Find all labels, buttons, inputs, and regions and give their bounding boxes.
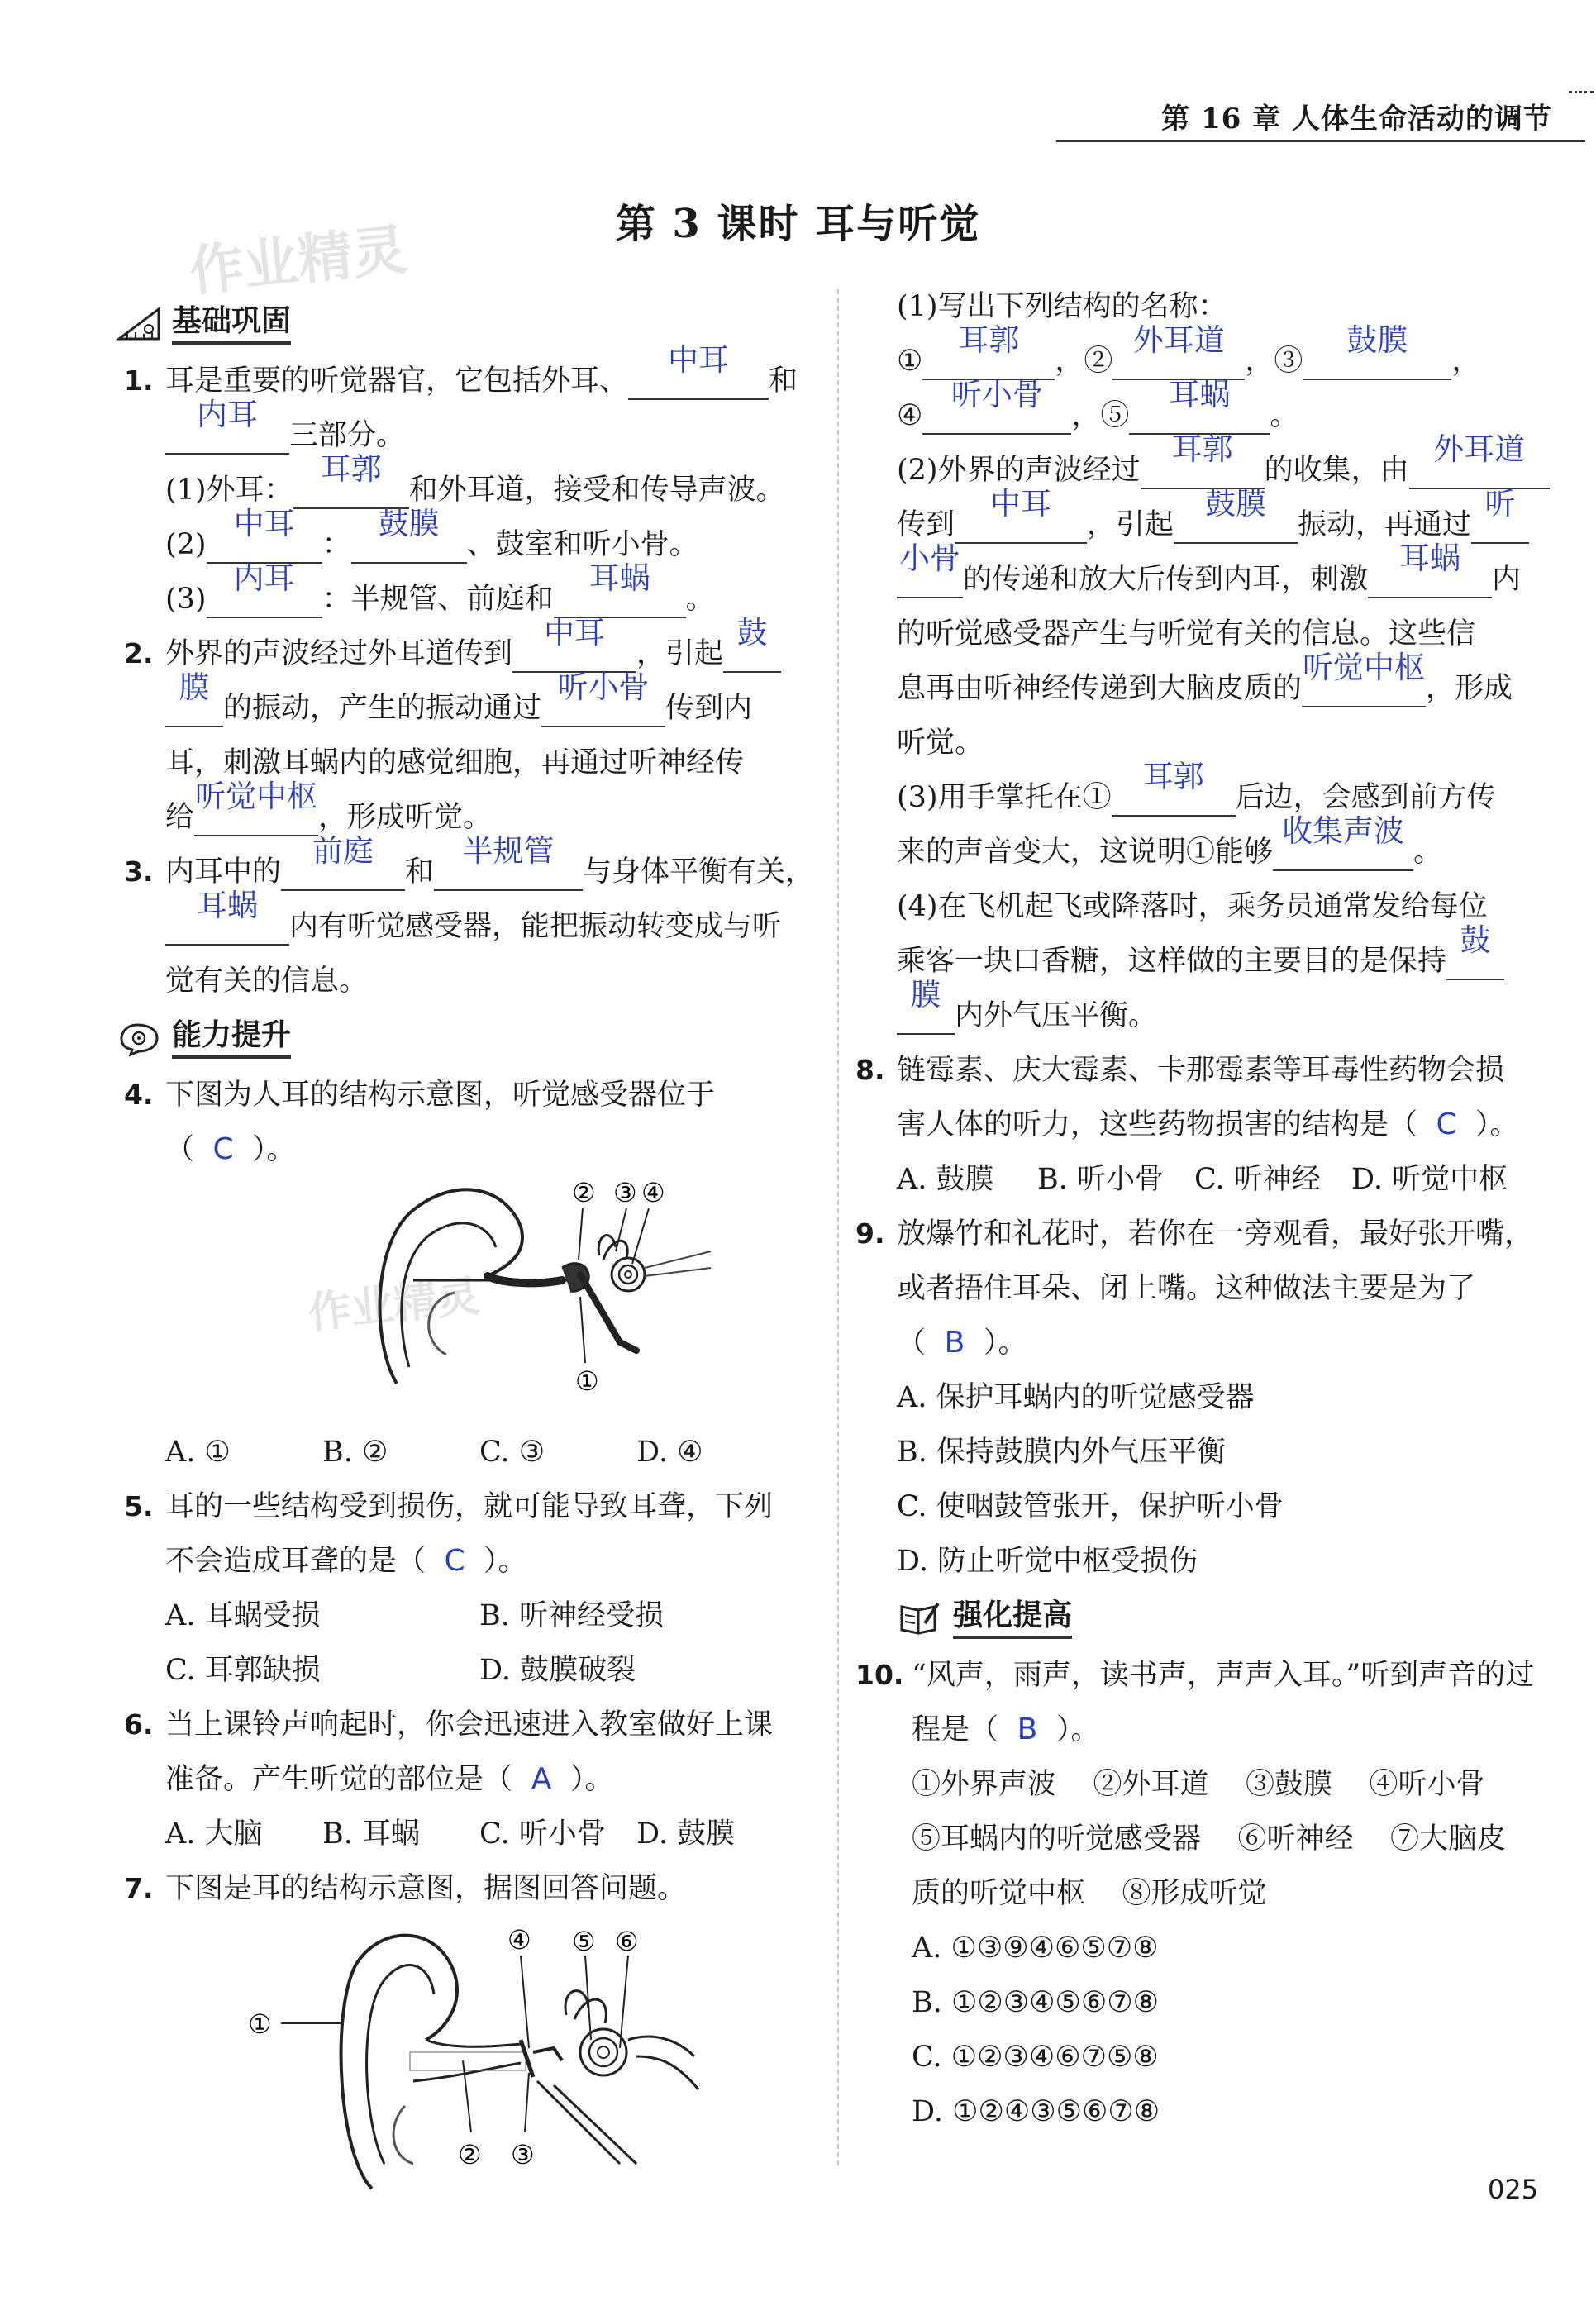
- q1-text: 和: [769, 364, 798, 398]
- question-number: 1.: [124, 364, 154, 397]
- answer-blank[interactable]: [207, 560, 322, 618]
- header-dots: [1569, 91, 1594, 93]
- q3-text: 和: [405, 855, 435, 888]
- lesson-title: 第 3 课时 耳与听觉: [615, 201, 981, 247]
- q7-text: 下图是耳的结构示意图，据图回答问题。: [165, 1872, 687, 1905]
- option-c[interactable]: C. ①②③④⑥⑦⑤⑧: [912, 2041, 1159, 2074]
- option-a[interactable]: A. ①③⑨④⑥⑤⑦⑧: [912, 1932, 1159, 1965]
- q8-text: ）。: [1475, 1108, 1519, 1141]
- header-rule: [1056, 140, 1585, 142]
- q7-text: 来的声音变大，这说明①能够: [897, 836, 1274, 869]
- q10-items: 质的听觉中枢 ⑧形成听觉: [912, 1877, 1267, 1910]
- answer-text: 耳郭: [320, 451, 382, 487]
- answer-text: 耳郭: [958, 322, 1020, 358]
- q1-sub-text: (3): [165, 583, 207, 616]
- question-number: 9.: [855, 1217, 885, 1250]
- ear-figure-2-wrap: [165, 1916, 828, 2205]
- q7-label: ，: [1451, 345, 1481, 378]
- q3-text: 内有听觉感受器，能把振动转变成与听: [289, 910, 782, 943]
- q7-text: 的传递和放大后传到内耳，刺激: [963, 563, 1369, 596]
- q7-text: 的收集，由: [1264, 454, 1409, 487]
- answer-text: 前庭: [312, 833, 374, 869]
- question-2: [116, 615, 828, 845]
- option-d[interactable]: D. ④: [636, 1436, 703, 1469]
- q2-text: ，引起: [636, 637, 724, 670]
- question-number: 2.: [124, 637, 154, 669]
- answer-text: 外耳道: [1433, 431, 1526, 467]
- q2-text: 耳，刺激耳蜗内的感觉细胞，再通过听神经传: [165, 746, 745, 779]
- answer-blank[interactable]: [955, 486, 1087, 544]
- q10-text: “风声，雨声，读书声，声声入耳。”听到声音的过: [912, 1659, 1535, 1692]
- q7-part1-text: (1)写出下列结构的名称：: [897, 290, 1227, 323]
- q7-text: 息再由听神经传递到大脑皮质的: [897, 672, 1303, 705]
- column-divider: [837, 289, 839, 2165]
- q1-sub-text: 。: [685, 583, 715, 616]
- option-c[interactable]: C. 使咽鼓管张开，保护听小骨: [897, 1490, 1284, 1523]
- section-advanced-label: 强化提高: [953, 1598, 1072, 1639]
- option-a[interactable]: A. 鼓膜: [897, 1163, 994, 1196]
- option-c[interactable]: C. 听小骨: [479, 1817, 606, 1851]
- q7-text: 内外气压平衡。: [955, 999, 1158, 1032]
- answer-text: 耳郭: [1142, 759, 1204, 794]
- question-number: 6.: [124, 1708, 154, 1741]
- answer-blank[interactable]: [628, 342, 769, 400]
- section-advanced: [897, 1589, 1558, 1648]
- options-row: [165, 1807, 828, 1861]
- q2-text: 给: [165, 801, 195, 834]
- chapter-header: [1056, 93, 1585, 142]
- q6-text: 准备。产生听觉的部位是（: [165, 1763, 513, 1796]
- answer-text: 中耳: [233, 506, 295, 541]
- q1-sub-text: 、鼓室和听小骨。: [466, 528, 698, 561]
- q7-text: (4)在飞机起飞或降落时，乘务员通常发给每位: [897, 890, 1488, 923]
- answer-text: 鼓: [1460, 922, 1491, 958]
- fig1-label-1: ①: [575, 1365, 599, 1397]
- option-a[interactable]: A. 耳蜗受损: [165, 1599, 321, 1632]
- option-c[interactable]: C. 耳郭缺损: [165, 1654, 321, 1687]
- option-d[interactable]: D. 鼓膜破裂: [479, 1654, 636, 1687]
- answer-blank[interactable]: [1303, 322, 1451, 380]
- answer-text: 耳蜗: [1169, 377, 1231, 412]
- q1-sub-text: (1)外耳：: [165, 474, 293, 507]
- answer-text: 听小骨: [557, 669, 650, 705]
- q1-sub-text: ：半规管、前庭和: [322, 583, 554, 616]
- option-d[interactable]: D. ①②④③⑤⑥⑦⑧: [912, 2095, 1160, 2128]
- answer-text: 收集声波: [1282, 813, 1405, 849]
- page-number: 025: [1488, 2174, 1539, 2205]
- q8-text: 链霉素、庆大霉素、卡那霉素等耳毒性药物会损: [897, 1054, 1505, 1087]
- answer-text: 鼓: [736, 615, 768, 650]
- answer-text: 内耳: [197, 397, 258, 432]
- q2-text: 传到内: [665, 692, 753, 725]
- options-row: [897, 1152, 1558, 1207]
- answer-blank[interactable]: [897, 977, 955, 1035]
- question-number: 3.: [124, 855, 154, 888]
- q7-text: 振动，再通过: [1298, 508, 1472, 541]
- option-a[interactable]: A. 保护耳蜗内的听觉感受器: [897, 1381, 1255, 1414]
- option-c[interactable]: C. 听神经: [1194, 1163, 1321, 1196]
- fig2-label-1: ①: [248, 2008, 272, 2040]
- answer-blank[interactable]: [1446, 922, 1504, 980]
- q4-text: 下图为人耳的结构示意图，听觉感受器位于: [165, 1079, 716, 1112]
- answer-blank[interactable]: [541, 669, 665, 727]
- q10-items: ①外界声波 ②外耳道 ③鼓膜 ④听小骨: [912, 1768, 1485, 1801]
- watermark-top: 作业精灵: [186, 217, 410, 304]
- answer-choice[interactable]: A: [531, 1762, 552, 1796]
- answer-blank[interactable]: [165, 669, 223, 727]
- q1-text: 耳是重要的听觉器官，它包括外耳、: [165, 364, 629, 398]
- q7-text: 乘客一块口香糖，这样做的主要目的是保持: [897, 945, 1447, 978]
- option-b[interactable]: B. 保持鼓膜内外气压平衡: [897, 1436, 1226, 1469]
- question-5: [116, 1479, 828, 1698]
- chapter-title: 第 16 章 人体生命活动的调节: [1161, 102, 1552, 136]
- options-row: [165, 1643, 828, 1698]
- option-b[interactable]: B. 听小骨: [1037, 1163, 1164, 1196]
- option-d[interactable]: D. 听觉中枢: [1351, 1163, 1508, 1196]
- paren: ）。: [252, 1133, 296, 1166]
- q9-text: 放爆竹和礼花时，若你在一旁观看，最好张开嘴，: [897, 1217, 1534, 1251]
- brain-gear-icon: [116, 1018, 165, 1058]
- paren: ）。: [984, 1327, 1027, 1360]
- q7-label: ，⑤: [1071, 399, 1130, 432]
- answer-text: 半规管: [462, 833, 555, 869]
- q7-text: 传到: [897, 508, 955, 541]
- fig1-label-2: ②: [572, 1177, 596, 1208]
- q7-text: 后边，会感到前方传: [1235, 781, 1496, 814]
- q1-text: 三部分。: [289, 419, 406, 452]
- q7-text: ，形成: [1426, 672, 1513, 705]
- answer-text: 中耳: [990, 486, 1052, 522]
- q2-text: ，形成听觉。: [318, 801, 493, 834]
- q2-text: 的振动，产生的振动通过: [223, 692, 542, 725]
- option-a[interactable]: A. 大脑: [165, 1817, 263, 1851]
- question-3: [116, 833, 828, 1008]
- fig2-label-4: ④: [507, 1924, 531, 1956]
- q6-text: 当上课铃声响起时，你会迅速进入教室做好上课: [165, 1708, 774, 1741]
- option-b[interactable]: B. 耳蜗: [322, 1817, 420, 1851]
- question-8: [847, 1043, 1558, 1207]
- answer-text: 鼓膜: [1205, 486, 1267, 522]
- option-b[interactable]: B. 听神经受损: [479, 1599, 664, 1632]
- answer-text: 鼓膜: [1346, 322, 1408, 358]
- answer-blank[interactable]: [1368, 541, 1492, 598]
- answer-choice[interactable]: B: [1017, 1713, 1038, 1746]
- q1-sub-text: ：: [322, 528, 351, 561]
- option-c[interactable]: C. ③: [479, 1436, 545, 1469]
- q6-text: ）。: [570, 1763, 614, 1796]
- question-number: 8.: [855, 1054, 885, 1086]
- options-row: [165, 1425, 828, 1479]
- question-9: [847, 1207, 1558, 1589]
- section-basic-label: 基础巩固: [172, 303, 291, 345]
- answer-text: 小骨: [899, 541, 960, 576]
- answer-text: 耳蜗: [197, 888, 258, 923]
- answer-text: 外耳道: [1132, 322, 1225, 358]
- fig2-label-5: ⑤: [572, 1926, 596, 1957]
- option-d[interactable]: D. 防止听觉中枢受损伤: [897, 1545, 1198, 1578]
- question-number: 10.: [855, 1659, 904, 1691]
- answer-text: 膜: [910, 977, 941, 1012]
- options-row: [165, 1589, 828, 1643]
- q7-text: (3)用手掌托在①: [897, 781, 1112, 814]
- q3-text: 觉有关的信息。: [165, 965, 369, 998]
- q5-text: ）。: [484, 1545, 527, 1578]
- q7-text: 听觉。: [897, 727, 984, 760]
- question-number: 7.: [124, 1872, 154, 1904]
- q7-text: ，引起: [1087, 508, 1174, 541]
- q7-text: 。: [1413, 836, 1443, 869]
- answer-choice[interactable]: B: [944, 1326, 965, 1360]
- option-b[interactable]: B. ①②③④⑤⑥⑦⑧: [912, 1986, 1159, 2019]
- option-d[interactable]: D. 鼓膜: [636, 1817, 736, 1851]
- answer-blank[interactable]: [1174, 486, 1298, 544]
- question-number: 5.: [124, 1490, 154, 1522]
- answer-blank[interactable]: [922, 377, 1071, 435]
- fig1-label-4: ④: [641, 1177, 665, 1208]
- q3-text: 内耳中的: [165, 855, 282, 888]
- q2-text: 外界的声波经过外耳道传到: [165, 637, 513, 670]
- question-7-parts: [897, 279, 1558, 1043]
- paren: （: [897, 1327, 927, 1360]
- fig2-label-6: ⑥: [615, 1926, 639, 1957]
- ruler-triangle-icon: [116, 304, 165, 344]
- q7-label: ，③: [1245, 345, 1303, 378]
- q10-text: ）。: [1056, 1713, 1100, 1746]
- question-number: 4.: [124, 1079, 154, 1111]
- ear-diagram-1: [364, 1177, 719, 1417]
- q5-text: 不会造成耳聋的是（: [165, 1545, 426, 1578]
- answer-text: 听小骨: [950, 377, 1043, 412]
- q7-label: ，②: [1055, 345, 1113, 378]
- answer-text: 中耳: [668, 342, 730, 378]
- answer-blank[interactable]: [434, 833, 583, 891]
- option-b[interactable]: B. ②: [322, 1436, 388, 1469]
- left-column: [116, 294, 828, 2205]
- right-column: [855, 279, 1558, 2139]
- answer-blank[interactable]: [1273, 813, 1413, 871]
- answer-text: 听觉中枢: [1303, 650, 1426, 685]
- q8-text: 害人体的听力，这些药物损害的结构是（: [897, 1108, 1418, 1141]
- answer-blank[interactable]: [897, 541, 963, 598]
- question-1: [116, 342, 828, 626]
- q1-sub-text: 和外耳道，接受和传导声波。: [408, 474, 785, 507]
- ear-figure-1-wrap: [165, 1177, 828, 1425]
- section-ability-label: 能力提升: [172, 1017, 291, 1059]
- answer-blank[interactable]: [351, 506, 467, 564]
- q7-text: 的听觉感受器产生与听觉有关的信息。这些信: [897, 617, 1476, 650]
- paren: （: [165, 1133, 195, 1166]
- answer-choice[interactable]: C: [1436, 1108, 1457, 1141]
- answer-text: 鼓膜: [378, 506, 440, 541]
- q9-text: 或者捂住耳朵、闭上嘴。这种做法主要是为了: [897, 1272, 1476, 1305]
- answer-text: 内耳: [233, 560, 295, 596]
- watermark-figure: 作业精灵: [306, 1271, 483, 1339]
- q7-label: ④: [897, 399, 923, 432]
- fig1-label-3: ③: [613, 1177, 637, 1208]
- q5-text: 耳的一些结构受到损伤，就可能导致耳聋，下列: [165, 1490, 774, 1523]
- answer-text: 听觉中枢: [195, 779, 318, 814]
- answer-blank[interactable]: [1302, 650, 1426, 707]
- answer-blank[interactable]: [165, 397, 289, 455]
- answer-blank[interactable]: [281, 833, 405, 891]
- answer-text: 中耳: [544, 615, 606, 650]
- question-7: [116, 1861, 828, 2205]
- section-ability: [116, 1008, 828, 1068]
- answer-blank[interactable]: [165, 888, 289, 946]
- book-pencil-icon: [897, 1598, 946, 1638]
- answer-choice[interactable]: C: [444, 1544, 465, 1578]
- q7-text: (2)外界的声波经过: [897, 454, 1141, 487]
- option-a[interactable]: A. ①: [165, 1436, 231, 1469]
- question-4: [116, 1068, 828, 1479]
- q7-text: 内: [1492, 563, 1522, 596]
- answer-text: 耳郭: [1171, 431, 1233, 467]
- q7-label: ①: [897, 345, 923, 378]
- answer-text: 膜: [179, 669, 210, 705]
- answer-blank[interactable]: [723, 615, 781, 673]
- q3-text: 与身体平衡有关，: [583, 855, 815, 888]
- ear-diagram-2: [248, 1916, 777, 2201]
- answer-text: 听: [1484, 486, 1516, 522]
- q7-label: 。: [1270, 399, 1299, 432]
- answer-text: 耳蜗: [1399, 541, 1461, 576]
- q10-items: ⑤耳蜗内的听觉感受器 ⑥听神经 ⑦大脑皮: [912, 1822, 1507, 1856]
- q10-text: 程是（: [912, 1713, 999, 1746]
- question-6: [116, 1698, 828, 1861]
- question-10: [847, 1648, 1558, 2139]
- q1-sub-text: (2): [165, 528, 207, 561]
- answer-choice[interactable]: C: [212, 1132, 234, 1166]
- answer-blank[interactable]: [1112, 759, 1236, 817]
- answer-text: 耳蜗: [588, 560, 650, 596]
- fig2-label-2: ②: [458, 2139, 482, 2170]
- fig2-label-3: ③: [511, 2139, 535, 2170]
